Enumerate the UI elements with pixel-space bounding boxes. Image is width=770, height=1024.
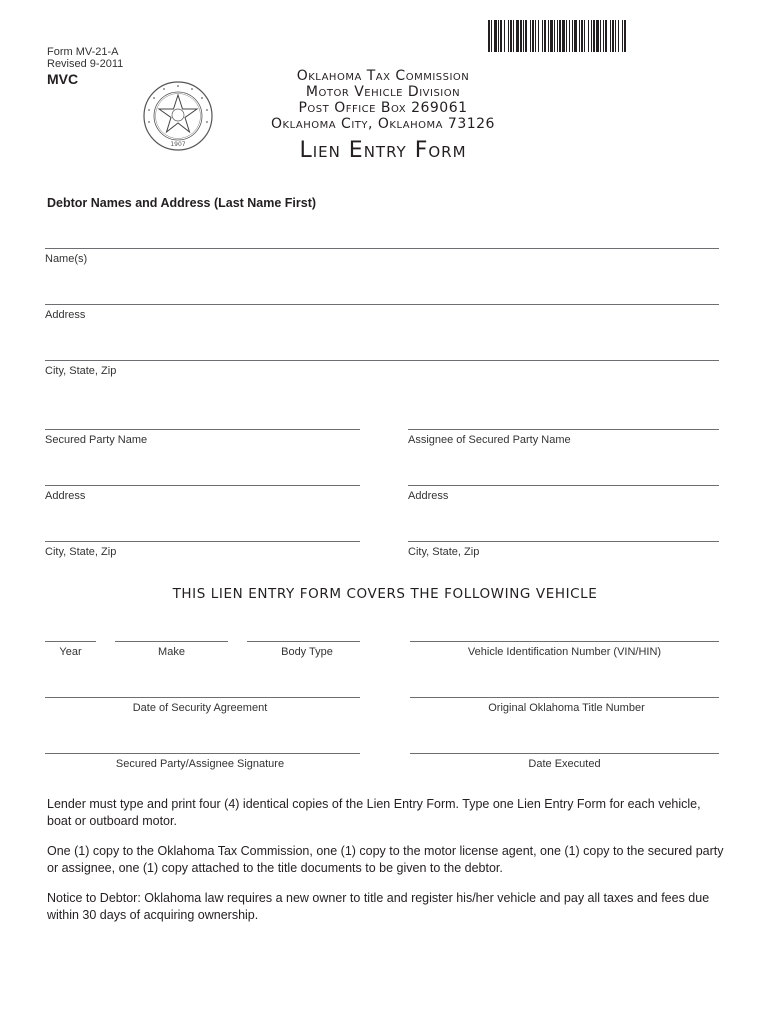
mvc-label: MVC xyxy=(47,71,79,87)
agency-name: Oklahoma Tax Commission xyxy=(296,68,470,84)
debtor-name-field[interactable] xyxy=(45,248,719,249)
vehicle-heading: THIS LIEN ENTRY FORM COVERS THE FOLLOWING VEHICLE xyxy=(172,586,598,602)
secured-party-name-field[interactable] xyxy=(45,429,360,430)
agency-city: Oklahoma City, Oklahoma 73126 xyxy=(271,116,495,132)
debtor-heading: Debtor Names and Address (Last Name First) xyxy=(47,196,317,210)
agency-po-box: Post Office Box 269061 xyxy=(298,100,468,116)
assignee-address-field[interactable] xyxy=(408,485,719,486)
debtor-address-label: Address xyxy=(45,309,86,321)
assignee-name-label: Assignee of Secured Party Name xyxy=(408,434,571,446)
secured-party-city-field[interactable] xyxy=(45,541,360,542)
body-type-field[interactable] xyxy=(247,641,360,642)
secured-party-name-label: Secured Party Name xyxy=(45,434,148,446)
revised-date: Revised 9-2011 xyxy=(47,58,124,70)
barcode xyxy=(488,20,724,52)
assignee-name-field[interactable] xyxy=(408,429,719,430)
body-type-label: Body Type xyxy=(281,646,333,658)
make-label: Make xyxy=(158,646,185,658)
title-number-label: Original Oklahoma Title Number xyxy=(488,702,645,714)
vin-label: Vehicle Identification Number (VIN/HIN) xyxy=(467,646,662,658)
title-number-field[interactable] xyxy=(410,697,719,698)
notice-to-debtor: Notice to Debtor: Oklahoma law requires a new owner to title and register his/her vehicle and pay all taxes and fees due within 30 days of acquiring ownership. xyxy=(47,891,710,922)
assignee-address-label: Address xyxy=(408,490,449,502)
date-executed-field[interactable] xyxy=(410,753,719,754)
year-label: Year xyxy=(59,646,82,658)
barcode-bar xyxy=(626,20,627,52)
debtor-city-field[interactable] xyxy=(45,360,719,361)
form-title: Lien Entry Form xyxy=(299,138,467,163)
secured-party-address-label: Address xyxy=(45,490,86,502)
seal-year: 1907 xyxy=(170,141,186,148)
make-field[interactable] xyxy=(115,641,228,642)
signature-label: Secured Party/Assignee Signature xyxy=(115,758,285,770)
date-executed-label: Date Executed xyxy=(528,758,601,770)
security-agreement-date-field[interactable] xyxy=(45,697,360,698)
secured-party-city-label: City, State, Zip xyxy=(45,546,117,558)
debtor-city-label: City, State, Zip xyxy=(45,365,117,377)
agency-division: Motor Vehicle Division xyxy=(305,84,461,100)
debtor-name-label: Name(s) xyxy=(45,253,88,265)
vin-field[interactable] xyxy=(410,641,719,642)
assignee-city-field[interactable] xyxy=(408,541,719,542)
signature-field[interactable] xyxy=(45,753,360,754)
secured-party-address-field[interactable] xyxy=(45,485,360,486)
instruction-copies: Lender must type and print four (4) identical copies of the Lien Entry Form. Type one Lien Entry Form for each vehicle, boat or outboard motor. xyxy=(47,797,701,828)
state-seal xyxy=(142,80,214,152)
form-number: Form MV-21-A xyxy=(47,46,119,58)
security-agreement-date-label: Date of Security Agreement xyxy=(132,702,268,714)
year-field[interactable] xyxy=(45,641,96,642)
assignee-city-label: City, State, Zip xyxy=(408,546,480,558)
instruction-distribution: One (1) copy to the Oklahoma Tax Commission, one (1) copy to the motor license agent, one (1) copy to the secured party or assignee, one (1) copy attached to the title documents to be given to the debtor. xyxy=(47,844,724,875)
debtor-address-field[interactable] xyxy=(45,304,719,305)
